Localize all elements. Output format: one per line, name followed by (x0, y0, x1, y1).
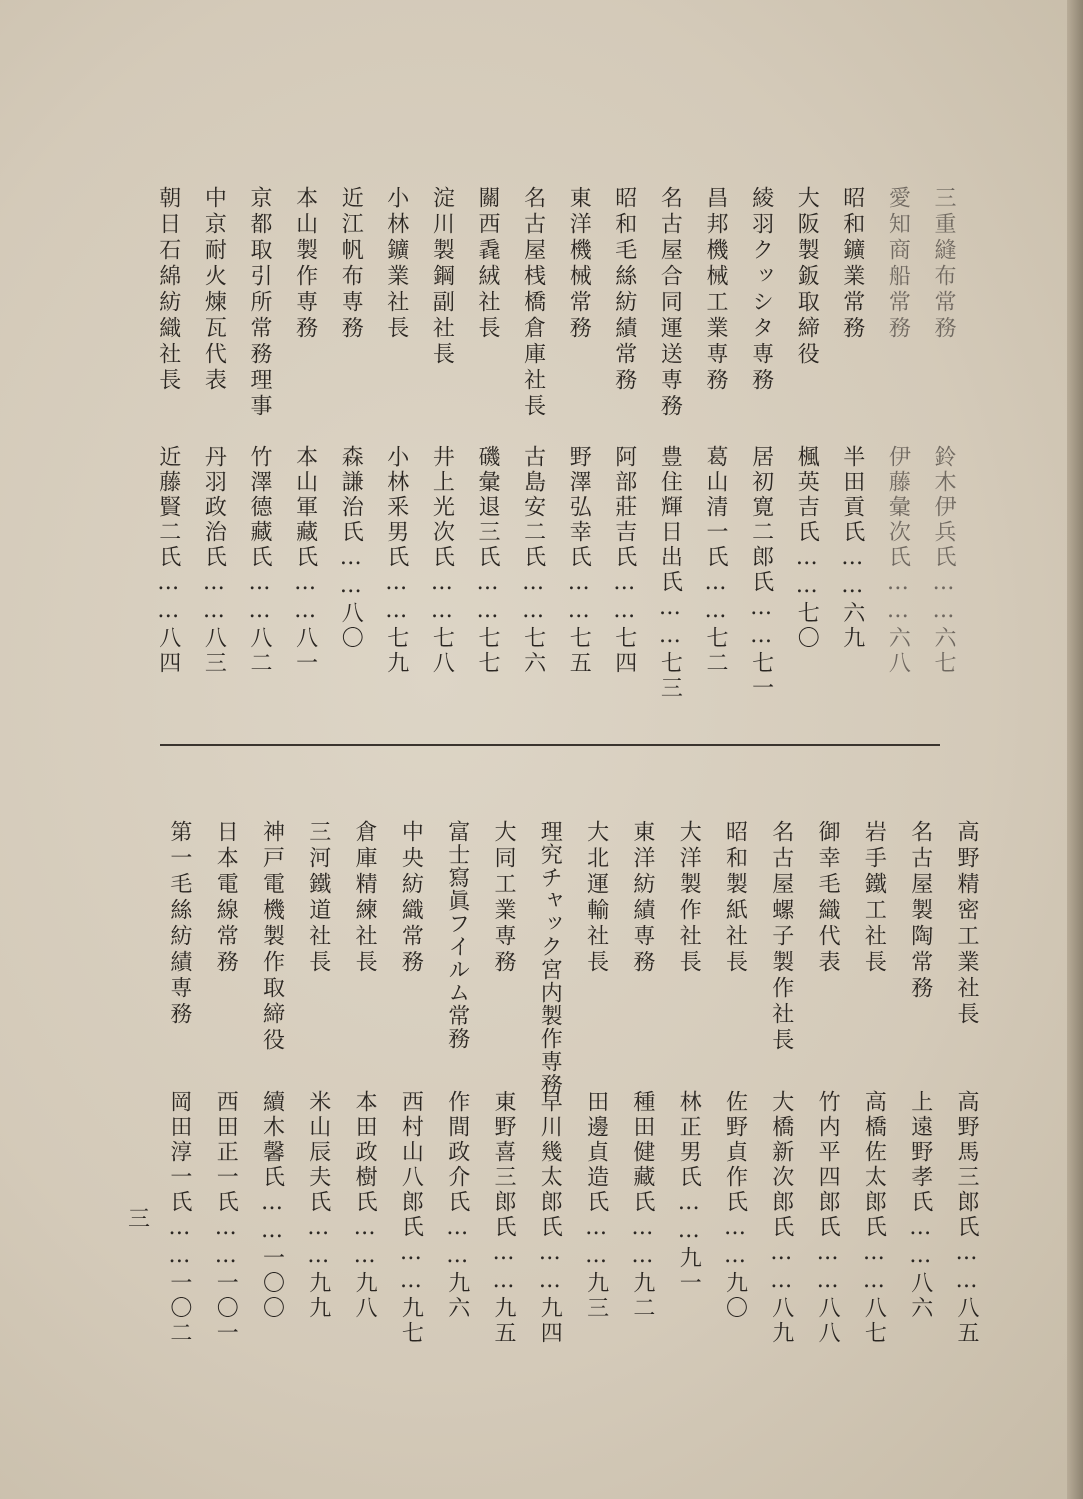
entry-name: 大橋新次郎氏 (768, 1090, 794, 1240)
entry-name: 小林釆男氏 (383, 445, 409, 570)
entry-name: 近藤賢二氏 (155, 445, 181, 570)
dot-leader: …… (907, 1215, 933, 1271)
entry-name: 伊藤彙次氏 (885, 445, 911, 570)
entry-page-number: 九六 (444, 1271, 470, 1321)
entry-company: 神戸電機製作取締役 (259, 820, 285, 1054)
dot-leader: …… (611, 570, 637, 626)
entry-company: 綾羽クッシタ専務 (748, 186, 774, 394)
entry-person (704, 445, 726, 676)
entry-page-number: 九二 (629, 1271, 655, 1321)
dot-leader: …… (213, 1215, 239, 1271)
entry-company: 日本電線常務 (213, 820, 239, 976)
dot-leader: …… (338, 545, 364, 601)
entry-page-number: 九〇 (722, 1271, 748, 1321)
entry-name: 本山軍藏氏 (292, 445, 318, 570)
entry-page-number: 九八 (352, 1271, 378, 1321)
entry-name: 葛山清一氏 (703, 445, 728, 570)
entry-person (815, 1090, 841, 1346)
entry-person (168, 1090, 190, 1346)
entry-person (750, 445, 772, 701)
entry-company: 大同工業専務 (491, 820, 516, 976)
entry-company: 昭和鑛業常務 (839, 186, 865, 342)
entry-person (909, 1090, 931, 1321)
entry-name: 作間政介氏 (444, 1090, 470, 1215)
dot-leader: …… (247, 570, 272, 626)
entry-person (446, 1090, 468, 1321)
dot-leader: …… (475, 570, 500, 626)
dot-leader: …… (768, 1240, 794, 1296)
entry-name: 古島安二氏 (520, 445, 546, 570)
entry-company: 愛知商船常務 (885, 186, 911, 342)
entry-name: 竹澤德藏氏 (247, 445, 272, 570)
entry-name: 野澤弘幸氏 (566, 445, 592, 570)
entry-page-number: 八五 (954, 1296, 979, 1346)
entry-company: 昌邦機械工業専務 (703, 186, 728, 394)
entry-page-number: 八一 (292, 626, 318, 676)
section-divider (160, 744, 940, 746)
entry-page-number: 六八 (885, 626, 911, 676)
entry-company: 東洋機械常務 (566, 186, 592, 342)
entry-company: 三重縫布常務 (931, 186, 956, 342)
entry-person (294, 445, 316, 676)
entry-name: 岡田淳一氏 (166, 1090, 192, 1215)
entry-company: 昭和毛絲紡績常務 (611, 186, 637, 394)
dot-leader: …… (861, 1240, 887, 1296)
entry-name: 高橋佐太郎氏 (861, 1090, 887, 1240)
entry-name: 半田貢氏 (839, 445, 865, 545)
entry-page-number: 九一 (676, 1246, 702, 1296)
entry-page-number: 九七 (398, 1296, 424, 1346)
entry-page-number: 九四 (537, 1296, 563, 1346)
entry-person (676, 1090, 702, 1296)
entry-person (955, 1090, 977, 1346)
dot-leader: …… (676, 1190, 702, 1246)
entry-company: 大洋製作社長 (676, 820, 702, 976)
entry-person (794, 445, 820, 651)
entry-name: 井上光次氏 (429, 445, 455, 570)
entry-person (201, 445, 227, 676)
page-edge-shadow (1067, 0, 1083, 1499)
entry-company: 三河鐵道社長 (305, 820, 331, 976)
dot-leader: …… (201, 570, 227, 626)
entry-person (398, 1090, 424, 1346)
entry-person (537, 1090, 563, 1346)
entry-page-number: 一〇〇 (259, 1246, 285, 1321)
entry-name: 佐野貞作氏 (722, 1090, 748, 1215)
entry-company: 東洋紡績専務 (629, 820, 655, 976)
dot-leader: …… (657, 595, 683, 651)
entry-person (476, 445, 498, 676)
entry-person (157, 445, 179, 676)
entry-company: 名古屋桟橋倉庫社長 (520, 186, 546, 420)
entry-person (932, 445, 954, 676)
entry-page-number: 九三 (583, 1271, 609, 1321)
entry-name: 田邊貞造氏 (583, 1090, 609, 1215)
entry-company: 岩手鐵工社長 (861, 820, 887, 976)
entry-page-number: 七五 (566, 626, 592, 676)
entry-name: 西田正一氏 (213, 1090, 239, 1215)
entry-name: 林正男氏 (676, 1090, 702, 1190)
entry-page-number: 七八 (429, 626, 455, 676)
dot-leader: …… (292, 570, 318, 626)
entry-person (248, 445, 270, 676)
entry-company: 第一毛絲紡績専務 (166, 820, 192, 1028)
entry-name: 豊住輝日出氏 (657, 445, 683, 595)
entry-company: 理究チャック宮内製作専務 (537, 820, 563, 1096)
entry-person (492, 1090, 514, 1346)
entry-company: 小林鑛業社長 (383, 186, 409, 342)
entry-page-number: 八七 (861, 1296, 887, 1346)
entry-person (631, 1090, 653, 1321)
entry-name: 鈴木伊兵氏 (931, 445, 956, 570)
entry-company: 淀川製鋼副社長 (429, 186, 455, 368)
entry-company: 御幸毛織代表 (815, 820, 841, 976)
entry-name: 東野喜三郎氏 (491, 1090, 516, 1240)
entry-person (522, 445, 544, 676)
entry-page-number: 六七 (931, 626, 956, 676)
page-number: 三 (128, 1207, 151, 1232)
dot-leader: …… (931, 570, 956, 626)
entry-company: 倉庫精練社長 (352, 820, 378, 976)
entry-name: 居初寛二郎氏 (748, 445, 774, 595)
entry-person (861, 1090, 887, 1346)
entry-company: 近江帆布専務 (338, 186, 364, 342)
dot-leader: …… (722, 1215, 748, 1271)
entry-page-number: 七七 (475, 626, 500, 676)
entry-page-number: 八二 (247, 626, 272, 676)
entry-name: 上遠野孝氏 (907, 1090, 933, 1215)
entry-name: 本田政樹氏 (352, 1090, 378, 1215)
entry-company: 昭和製紙社長 (722, 820, 748, 976)
entry-page-number: 七二 (703, 626, 728, 676)
entry-name: 森謙治氏 (338, 445, 364, 545)
entry-page-number: 一〇二 (166, 1271, 192, 1346)
entry-person (338, 445, 364, 651)
entry-name: 磯彙退三氏 (475, 445, 500, 570)
dot-leader: …… (885, 570, 911, 626)
dot-leader: …… (629, 1215, 655, 1271)
dot-leader: …… (155, 570, 181, 626)
entry-page-number: 七〇 (794, 601, 820, 651)
dot-leader: …… (305, 1215, 331, 1271)
entry-company: 名古屋製陶常務 (907, 820, 933, 1002)
entry-page-number: 九九 (305, 1271, 331, 1321)
entry-company: 中央紡織常務 (398, 820, 424, 976)
dot-leader: …… (583, 1215, 609, 1271)
entry-page-number: 七六 (520, 626, 546, 676)
entry-company: 富士寫眞フイルム常務 (444, 820, 470, 1050)
entry-name: 丹羽政治氏 (201, 445, 227, 570)
dot-leader: …… (537, 1240, 563, 1296)
dot-leader: …… (491, 1240, 516, 1296)
dot-leader: …… (815, 1240, 841, 1296)
entry-page-number: 八〇 (338, 601, 364, 651)
dot-leader: …… (748, 595, 774, 651)
entry-person (724, 1090, 746, 1321)
entry-page-number: 八六 (907, 1271, 933, 1321)
entry-name: 米山辰夫氏 (305, 1090, 331, 1215)
entry-person (352, 1090, 378, 1321)
entry-name: 竹内平四郎氏 (815, 1090, 841, 1240)
dot-leader: …… (566, 570, 592, 626)
dot-leader: …… (520, 570, 546, 626)
entry-person (770, 1090, 792, 1346)
entry-person (566, 445, 592, 676)
entry-name: 種田健藏氏 (629, 1090, 655, 1215)
entry-name: 西村山八郎氏 (398, 1090, 424, 1240)
entry-person (385, 445, 407, 676)
entry-page-number: 七三 (657, 651, 683, 701)
entry-person (585, 1090, 607, 1321)
dot-leader: …… (444, 1215, 470, 1271)
entry-company: 中京耐火煉瓦代表 (201, 186, 227, 394)
dot-leader: …… (429, 570, 455, 626)
entry-page-number: 六九 (839, 601, 865, 651)
entry-person (613, 445, 635, 676)
entry-page-number: 八三 (201, 626, 227, 676)
entry-person (261, 1090, 283, 1321)
dot-leader: …… (954, 1240, 979, 1296)
entry-company: 大阪製鈑取締役 (794, 186, 820, 368)
dot-leader: …… (839, 545, 865, 601)
entry-page-number: 八九 (768, 1296, 794, 1346)
dot-leader: …… (259, 1190, 285, 1246)
entry-company: 名古屋螺子製作社長 (768, 820, 794, 1054)
entry-person (657, 445, 683, 701)
dot-leader: …… (398, 1240, 424, 1296)
dot-leader: …… (352, 1215, 378, 1271)
entry-name: 楓英吉氏 (794, 445, 820, 545)
entry-company: 朝日石綿紡織社長 (155, 186, 181, 394)
entry-page-number: 八八 (815, 1296, 841, 1346)
entry-company: 名古屋合同運送専務 (657, 186, 683, 420)
dot-leader: …… (703, 570, 728, 626)
entry-page-number: 七四 (611, 626, 637, 676)
entry-company: 大北運輸社長 (583, 820, 609, 976)
entry-name: 阿部莊吉氏 (611, 445, 637, 570)
entry-name: 高野馬三郎氏 (954, 1090, 979, 1240)
entry-page-number: 七一 (748, 651, 774, 701)
entry-company: 關西毳絨社長 (475, 186, 500, 342)
entry-page-number: 一〇一 (213, 1271, 239, 1346)
entry-person (841, 445, 863, 651)
entry-person (885, 445, 911, 676)
entry-page-number: 九五 (491, 1296, 516, 1346)
entry-company: 高野精密工業社長 (954, 820, 979, 1028)
entry-person (307, 1090, 329, 1321)
dot-leader: …… (383, 570, 409, 626)
entry-page-number: 八四 (155, 626, 181, 676)
entry-person (429, 445, 455, 676)
dot-leader: …… (166, 1215, 192, 1271)
entry-company: 京都取引所常務理事 (247, 186, 272, 420)
entry-name: 早川幾太郎氏 (537, 1090, 563, 1240)
entry-page-number: 七九 (383, 626, 409, 676)
entry-company: 本山製作専務 (292, 186, 318, 342)
entry-person (213, 1090, 239, 1346)
entry-name: 續木馨氏 (259, 1090, 285, 1190)
dot-leader: …… (794, 545, 820, 601)
